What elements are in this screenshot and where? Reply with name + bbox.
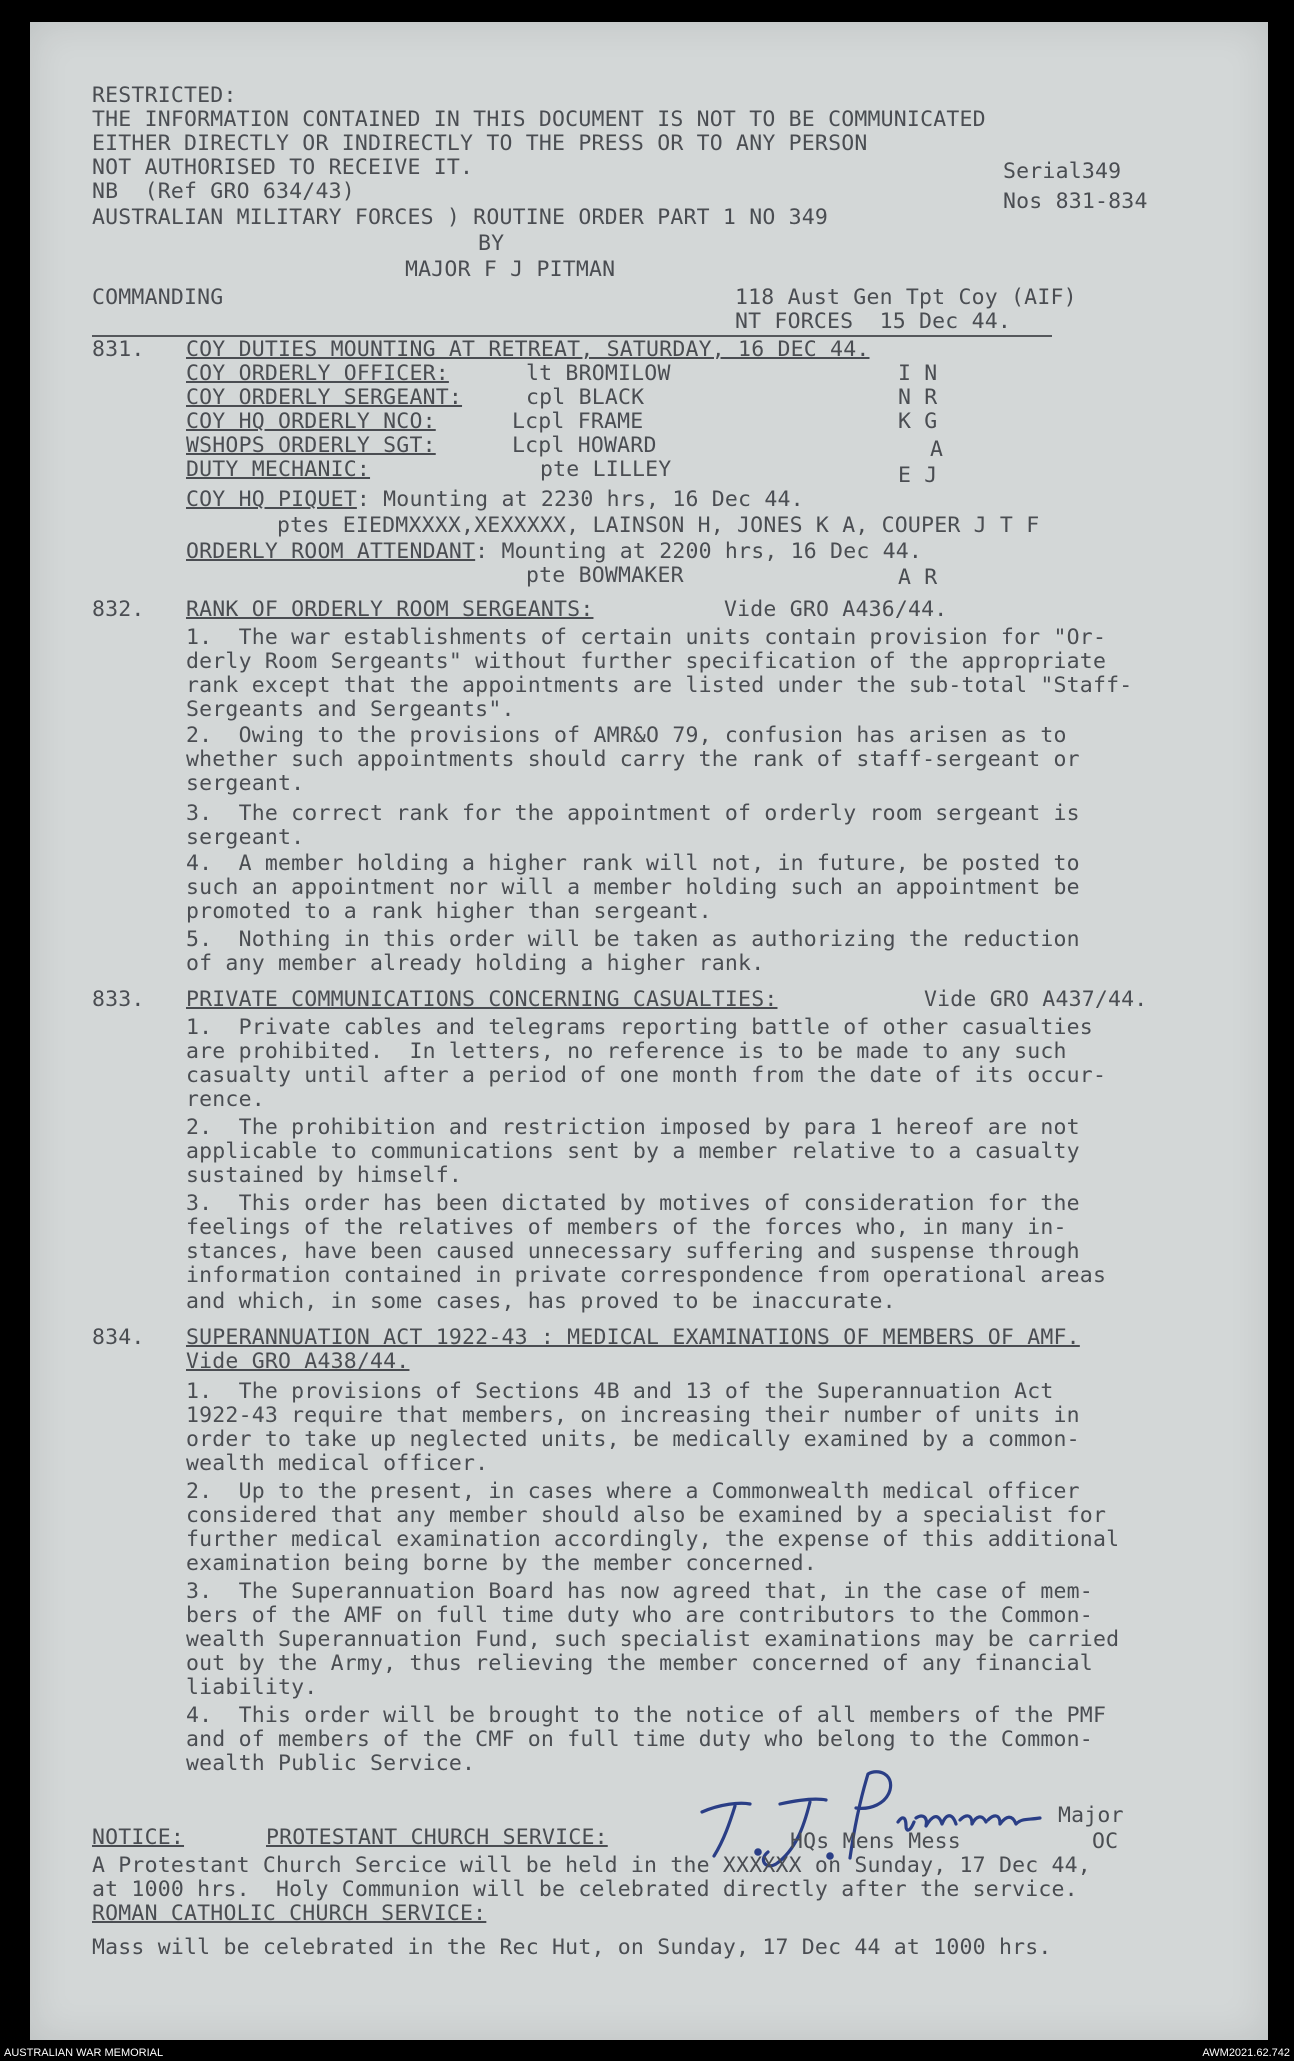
section-number: 833. — [92, 987, 145, 1012]
paragraph-line: sustained by himself. — [186, 1163, 463, 1188]
paragraph-line: such an appointment nor will a member holding such an appointment be — [186, 875, 1080, 900]
paragraph-line: further medical examination accordingly, the expense of this additional — [186, 1527, 1120, 1552]
restriction-notice-line: NOT AUTHORISED TO RECEIVE IT. — [92, 155, 474, 180]
paragraph-line: sergeant. — [186, 825, 305, 850]
paragraph-line: sergeant. — [186, 771, 305, 796]
paragraph-line: whether such appointments should carry the rank of staff-sergeant or — [186, 747, 1080, 772]
rc-line: Mass will be celebrated in the Rec Hut, on Sunday, 17 Dec 44 at 1000 hrs. — [92, 1935, 1052, 1960]
piquet-members: ptes EIEDMXXXX,XEXXXXX, LAINSON H, JONES K A, COUPER J T F — [277, 513, 1040, 538]
duty-initials: I N — [898, 361, 938, 386]
paragraph-line: 4. A member holding a higher rank will not, in future, be posted to — [186, 851, 1080, 876]
duty-initials: E J — [898, 463, 938, 488]
attendant-line — [186, 540, 922, 564]
paragraph-line: 1. The provisions of Sections 4B and 13 of the Superannuation Act — [186, 1379, 1054, 1404]
attendant-initials: A R — [898, 565, 938, 590]
paragraph-line: 3. The Superannuation Board has now agreed that, in the case of mem- — [186, 1579, 1093, 1604]
paragraph-line: 1. Private cables and telegrams reporting battle of other casualties — [186, 1015, 1093, 1040]
section-number: 831. — [92, 337, 145, 362]
paragraph-line: liability. — [186, 1675, 318, 1700]
paragraph-line: examination being borne by the member concerned. — [186, 1551, 817, 1576]
paragraph-line: of any member already holding a higher rank. — [186, 951, 765, 976]
order-numbers: Nos 831-834 — [1003, 189, 1148, 214]
duty-name: pte LILLEY — [540, 457, 672, 482]
notice-line: at 1000 hrs. Holy Communion will be celebrated directly after the service. — [92, 1877, 1078, 1902]
paragraph-line: promoted to a rank higher than sergeant. — [186, 899, 712, 924]
duty-initials: K G — [898, 409, 938, 434]
nb-reference: NB (Ref GRO 634/43) — [92, 179, 355, 204]
restricted-label: RESTRICTED: — [92, 83, 237, 108]
paragraph-line: wealth Public Service. — [186, 1751, 476, 1776]
paragraph-line: 3. The correct rank for the appointment of orderly room sergeant is — [186, 801, 1080, 826]
duty-label: DUTY MECHANIC: — [186, 457, 371, 482]
signatory-appointment: OC — [1092, 1829, 1119, 1854]
section-number: 832. — [92, 597, 145, 622]
paragraph-line: 2. Owing to the provisions of AMR&O 79, confusion has arisen as to — [186, 723, 1067, 748]
serial-number: Serial349 — [1003, 159, 1122, 184]
section-heading: PRIVATE COMMUNICATIONS CONCERNING CASUALTIES: — [186, 987, 778, 1012]
duty-name: cpl BLACK — [526, 385, 645, 410]
paragraph-line: rank except that the appointments are listed under the sub-total "Staff- — [186, 673, 1133, 698]
paragraph-line: bers of the AMF on full time duty who are contributors to the Common- — [186, 1603, 1093, 1628]
duty-label: COY ORDERLY SERGEANT: — [186, 385, 463, 410]
paragraph-line: order to take up neglected units, be medically examined by a common- — [186, 1427, 1080, 1452]
section-heading: RANK OF ORDERLY ROOM SERGEANTS: — [186, 597, 594, 622]
by-label: BY — [478, 231, 505, 256]
duty-label: WSHOPS ORDERLY SGT: — [186, 433, 436, 458]
duty-label: COY HQ ORDERLY NCO: — [186, 409, 436, 434]
notice-heading: PROTESTANT CHURCH SERVICE: — [266, 1825, 608, 1850]
paragraph-line: feelings of the relatives of members of the forces who, in many in- — [186, 1215, 1067, 1240]
restriction-notice-line: THE INFORMATION CONTAINED IN THIS DOCUMENT IS NOT TO BE COMMUNICATED — [92, 107, 986, 132]
paragraph-line: considered that any member should also be examined by a specialist for — [186, 1503, 1107, 1528]
paragraph-line: and which, in some cases, has proved to be inaccurate. — [186, 1289, 896, 1314]
paragraph-line: stances, have been caused unnecessary suffering and suspense through — [186, 1239, 1080, 1264]
notice-label: NOTICE: — [92, 1825, 185, 1850]
paragraph-line: casualty until after a period of one month from the date of its occur- — [186, 1063, 1107, 1088]
attendant-label: ORDERLY ROOM ATTENDANT — [186, 539, 476, 564]
attendant-text: : Mounting at 2200 hrs, 16 Dec 44. — [475, 539, 923, 564]
paragraph-line: 5. Nothing in this order will be taken as authorizing the reduction — [186, 927, 1080, 952]
paragraph-line: 4. This order will be brought to the notice of all members of the PMF — [186, 1703, 1107, 1728]
paragraph-line: applicable to communications sent by a member relative to a casualty — [186, 1139, 1080, 1164]
paragraph-line: 2. Up to the present, in cases where a Commonwealth medical officer — [186, 1479, 1080, 1504]
commanding-label: COMMANDING — [92, 285, 224, 310]
piquet-text: : Mounting at 2230 hrs, 16 Dec 44. — [356, 487, 804, 512]
paragraph-line: and of members of the CMF on full time duty who belong to the Common- — [186, 1727, 1093, 1752]
footer-credit: AUSTRALIAN WAR MEMORIAL — [4, 2047, 164, 2059]
duty-name: lt BROMILOW — [526, 361, 671, 386]
paragraph-line: 1. The war establishments of certain units contain provision for "Or- — [186, 625, 1107, 650]
signatory-rank: Major — [1058, 1803, 1124, 1828]
paragraph-line: out by the Army, thus relieving the member concerned of any financial — [186, 1651, 1093, 1676]
section-number: 834. — [92, 1325, 145, 1350]
rc-heading: ROMAN CATHOLIC CHURCH SERVICE: — [92, 1901, 487, 1926]
paragraph-line: 3. This order has been dictated by motives of consideration for the — [186, 1191, 1080, 1216]
notice-venue: HQs Mens Mess — [790, 1829, 961, 1854]
paragraph-line: Sergeants and Sergeants". — [186, 697, 515, 722]
paragraph-line: wealth medical officer. — [186, 1451, 489, 1476]
piquet-label: COY HQ PIQUET — [186, 487, 357, 512]
unit-name: 118 Aust Gen Tpt Coy (AIF) — [735, 285, 1077, 310]
document-title: AUSTRALIAN MILITARY FORCES ) ROUTINE ORDER PART 1 NO 349 — [92, 205, 829, 230]
duty-name: Lcpl HOWARD — [512, 433, 657, 458]
paragraph-line: wealth Superannuation Fund, such specialist examinations may be carried — [186, 1627, 1120, 1652]
paragraph-line: information contained in private correspondence from operational areas — [186, 1263, 1107, 1288]
duty-initials: A — [930, 437, 944, 462]
issuing-officer: MAJOR F J PITMAN — [405, 257, 616, 282]
attendant-name: pte BOWMAKER — [526, 563, 684, 588]
duty-initials: N R — [898, 385, 938, 410]
paragraph-line: derly Room Sergeants" without further specification of the appropriate — [186, 649, 1107, 674]
duty-label: COY ORDERLY OFFICER: — [186, 361, 449, 386]
paragraph-line: rence. — [186, 1087, 265, 1112]
footer-accession: AWM2021.62.742 — [1202, 2047, 1290, 2059]
duty-name: Lcpl FRAME — [512, 409, 644, 434]
place-date: NT FORCES 15 Dec 44. — [735, 309, 1012, 334]
section-heading: COY DUTIES MOUNTING AT RETREAT, SATURDAY, 16 DEC 44. — [186, 337, 870, 362]
section-reference: Vide GRO A436/44. — [724, 597, 948, 622]
section-reference: Vide GRO A438/44. — [186, 1349, 410, 1374]
piquet-line — [186, 488, 804, 512]
paragraph-line: 2. The prohibition and restriction imposed by para 1 hereof are not — [186, 1115, 1080, 1140]
section-reference: Vide GRO A437/44. — [924, 987, 1148, 1012]
section-heading: SUPERANNUATION ACT 1922-43 : MEDICAL EXAMINATIONS OF MEMBERS OF AMF. — [186, 1325, 1080, 1350]
paragraph-line: 1922-43 require that members, on increasing their number of units in — [186, 1403, 1080, 1428]
paragraph-line: are prohibited. In letters, no reference is to be made to any such — [186, 1039, 1067, 1064]
notice-line: A Protestant Church Sercice will be held in the XXXXXX on Sunday, 17 Dec 44, — [92, 1853, 1091, 1878]
restriction-notice-line: EITHER DIRECTLY OR INDIRECTLY TO THE PRESS OR TO ANY PERSON — [92, 131, 868, 156]
